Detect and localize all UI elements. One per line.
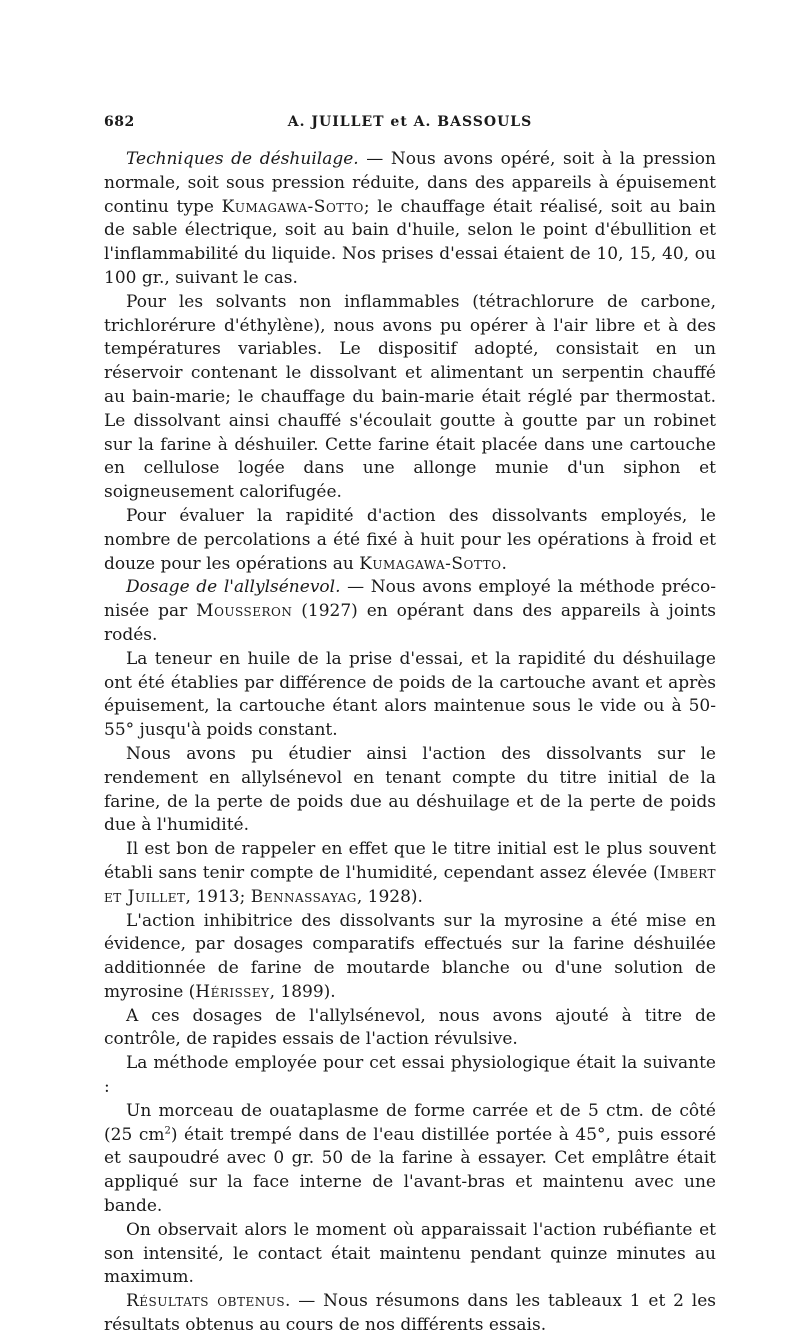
paragraph-teneur: La teneur en huile de la prise d'essai, et la rapidité du déshuilage ont été établies par différence de poids de la cartouche avant et après épuisement, la cartouche étant alors maintenue sous le vide ou à 50-55° jusqu'à poids constant.	[104, 648, 716, 741]
page-number: 682	[104, 114, 135, 130]
author-name: Bennassayag	[250, 886, 357, 907]
section-lead-techniques: Techniques de déshuilage.	[126, 149, 359, 169]
author-name: Kumagawa-Sotto	[359, 553, 502, 574]
paragraph-titre: Il est bon de rappeler en effet que le titre initial est le plus souvent établi sans tenir compte de l'humidité, cependant assez élevée (Imbert et Juillet, 1913; Bennassayag, 1928).	[104, 839, 716, 907]
author-name: Mousseron	[196, 601, 293, 622]
body-text	[104, 148, 716, 1338]
section-lead-resultats: Résultats obtenus	[126, 1291, 286, 1312]
author-name: Hérissey	[195, 981, 270, 1002]
paragraph-techniques: Techniques de déshuilage. — Nous avons opéré, soit à la pression normale, soit sous pression réduite, dans des appareils à épuisement continu type Kumagawa-Sotto; le chauffage était réalisé, soit au bain de sable électrique, soit au bain d'huile, selon le point d'ébullition et l'inflammabilité du liquide. Nos prises d'essai étaient de 10, 15, 40, ou 100 gr., suivant le cas.	[104, 149, 716, 288]
page	[104, 112, 716, 1338]
paragraph-controle: A ces dosages de l'allylsénevol, nous avons ajouté à titre de contrôle, de rapides essais de l'action révulsive.	[104, 1005, 716, 1050]
paragraph-resultats: Résultats obtenus. — Nous résumons dans les tableaux 1 et 2 les résultats obtenus au cours de nos différents essais.	[104, 1291, 716, 1336]
paragraph-etude: Nous avons pu étudier ainsi l'action des dissolvants sur le rendement en allylsénevol en tenant compte du titre initial de la farine, de la perte de poids due au déshuilage et de la perte de poids due à l'humidité.	[104, 743, 716, 836]
paragraph-ouataplasme: Un morceau de ouataplasme de forme carrée et de 5 ctm. de côté (25 $cm^2$) était trempé dans de l'eau distillée portée à 45°, puis essoré et saupoudré avec 0 gr. 50 de la farine à essayer. Cet emplâtre était appliqué sur la face interne de l'avant-bras et maintenu avec une bande.	[104, 1100, 716, 1217]
paragraph-myrosine: L'action inhibitrice des dissolvants sur la myrosine a été mise en évidence, par dosages comparatifs effectués sur la farine déshuilée additionnée de farine de moutarde blanche ou d'une solution de myrosine (Hérissey, 1899).	[104, 910, 716, 1002]
section-lead-dosage: Dosage de l'allylsénevol.	[126, 577, 341, 598]
paragraph-methode: La méthode employée pour cet essai physiologique était la suivante :	[104, 1053, 716, 1098]
running-title: A. JUILLET et A. BASSOULS	[287, 114, 533, 130]
author-name: Kumagawa-Sotto	[221, 196, 364, 217]
paragraph-rapidite: Pour évaluer la rapidité d'action des dissolvants employés, le nombre de percolations a été fixé à huit pour les opérations à froid et douze pour les opérations au Kumagawa-Sotto.	[104, 505, 716, 574]
running-head	[104, 112, 716, 136]
paragraph-observation: On observait alors le moment où apparaissait l'action rubéfiante et son intensité, le contact était maintenu pendant quinze minutes au maximum.	[104, 1219, 716, 1288]
author-name: Imbert et Juillet	[104, 862, 716, 907]
paragraph-dosage: Dosage de l'allylsénevol. — Nous avons employé la méthode préconisée par Mousseron (1927) en opérant dans des appareils à joints rodés.	[104, 577, 717, 645]
paragraph-solvants: Pour les solvants non inflammables (tétrachlorure de carbone, trichlorérure d'éthylène), nous avons pu opérer à l'air libre et à des températures variables. Le dispositif adopté, consistait en un réservoir contenant le dissolvant et alimentant un serpentin chauffé au bain-marie; le chauffage du bain-marie était réglé par thermostat. Le dissolvant ainsi chauffé s'écoulait goutte à goutte par un robinet sur la farine à déshuiler. Cette farine était placée dans une cartouche en cellulose logée dans une allonge munie d'un siphon et soigneusement calorifugée.	[104, 291, 716, 503]
